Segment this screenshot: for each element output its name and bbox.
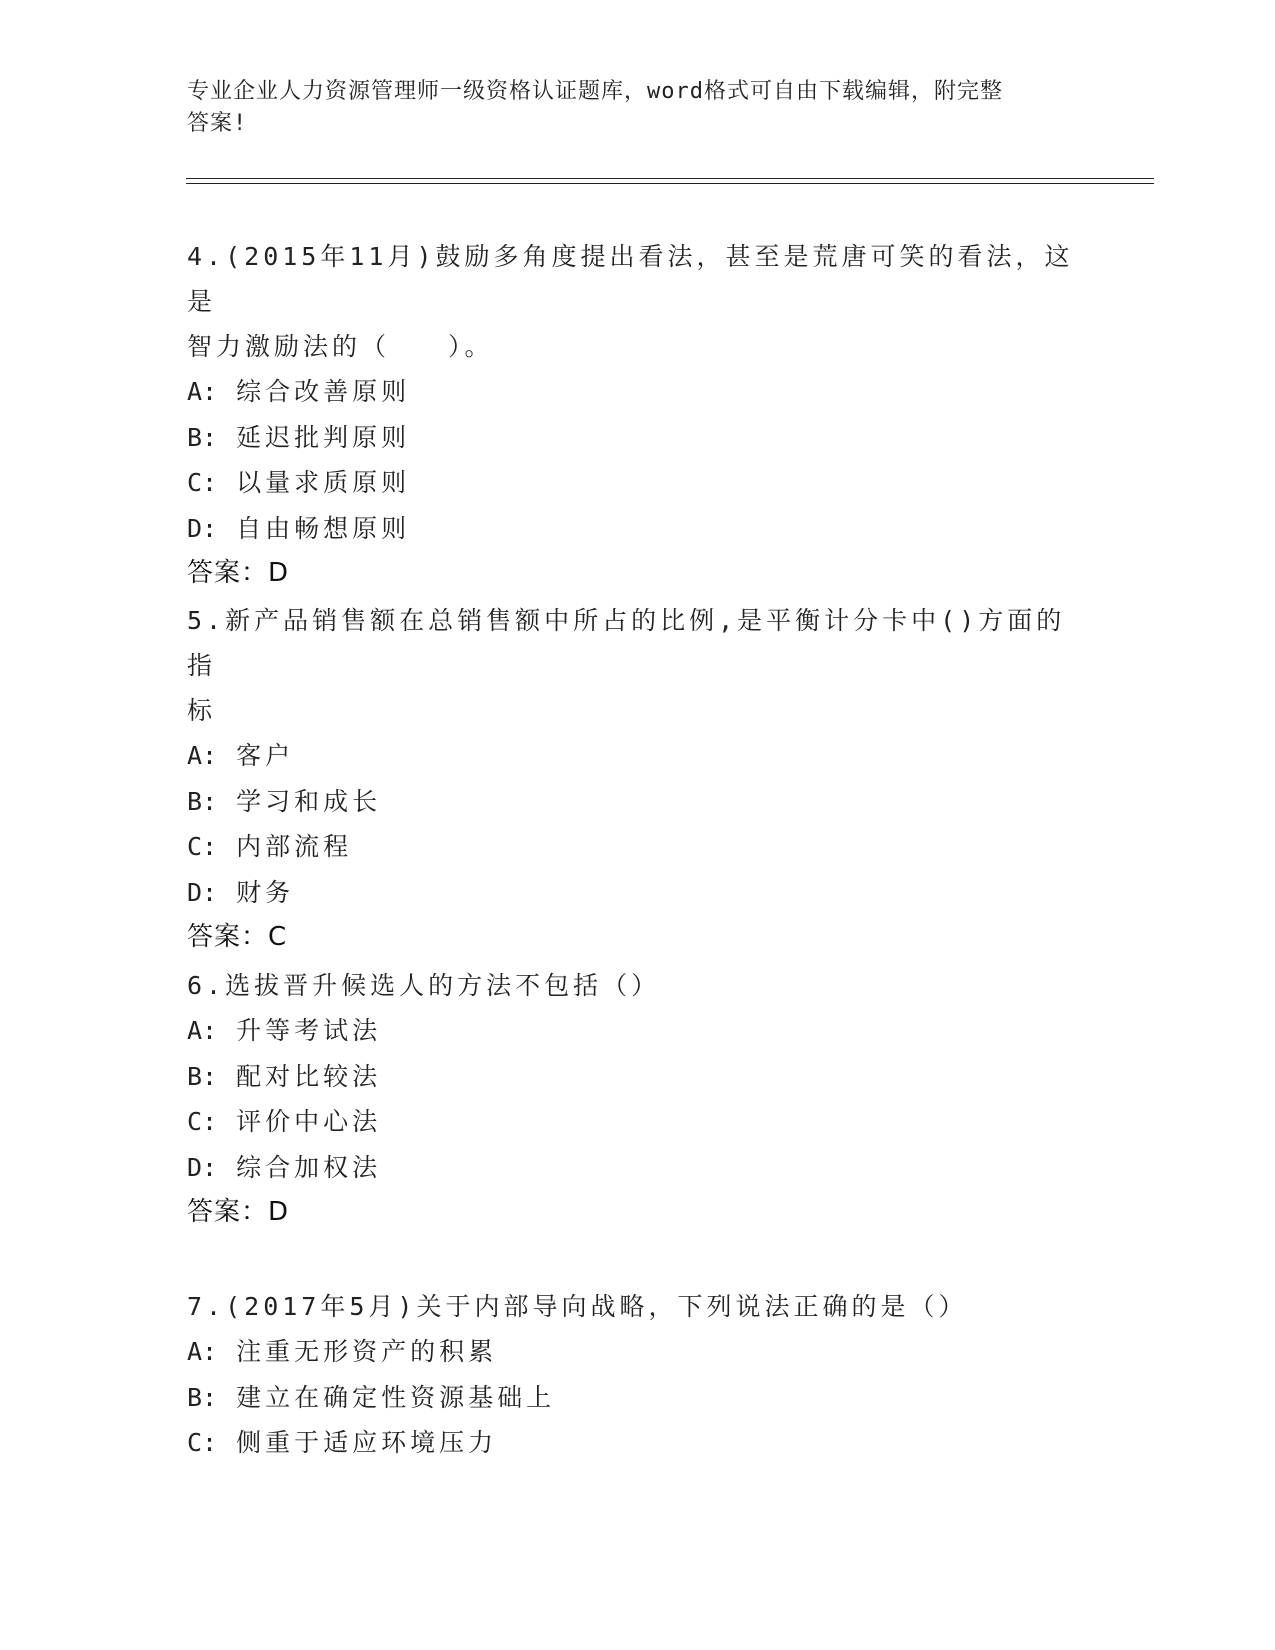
option-text: 评价中心法 <box>236 1107 382 1136</box>
answer-line: 答案：D <box>187 1197 290 1227</box>
option-b <box>187 779 1087 825</box>
option-d <box>187 506 1087 552</box>
option-key: D: <box>187 877 218 907</box>
option-text: 注重无形资产的积累 <box>236 1337 498 1366</box>
option-c <box>187 460 1087 506</box>
question-stem-line: 6.选拔晋升候选人的方法不包括（） <box>187 971 661 1000</box>
question-6 <box>187 963 1087 1235</box>
question-stem-line: 7.(2017年5月)关于内部导向战略，下列说法正确的是（） <box>187 1292 968 1321</box>
option-a <box>187 1329 1087 1375</box>
option-text: 内部流程 <box>236 832 353 861</box>
option-b <box>187 415 1087 461</box>
option-key: B: <box>187 422 218 452</box>
option-key: A: <box>187 377 218 406</box>
option-key: A: <box>187 1337 218 1366</box>
option-key: B: <box>187 1382 218 1412</box>
option-key: A: <box>187 741 218 770</box>
option-text: 延迟批判原则 <box>236 422 411 452</box>
question-5 <box>187 598 1087 960</box>
option-b <box>187 1375 1087 1421</box>
option-b <box>187 1054 1087 1100</box>
option-a <box>187 1008 1087 1054</box>
option-key: B: <box>187 786 218 816</box>
option-text: 学习和成长 <box>236 786 382 816</box>
answer-line: 答案：C <box>187 922 288 952</box>
option-d <box>187 1145 1087 1191</box>
question-stem-line: 标 <box>187 696 217 725</box>
header-divider-top <box>186 178 1154 179</box>
option-key: C: <box>187 832 218 861</box>
option-key: D: <box>187 513 218 543</box>
option-text: 财务 <box>236 877 295 907</box>
option-key: C: <box>187 1428 218 1457</box>
question-stem-line: 5.新产品销售额在总销售额中所占的比例,是平衡计分卡中()方面的指 <box>187 606 1066 680</box>
option-c <box>187 824 1087 870</box>
option-text: 客户 <box>236 741 295 770</box>
option-text: 侧重于适应环境压力 <box>236 1428 498 1457</box>
option-a <box>187 733 1087 779</box>
option-text: 升等考试法 <box>236 1016 382 1045</box>
option-key: D: <box>187 1152 218 1182</box>
option-text: 建立在确定性资源基础上 <box>236 1382 556 1412</box>
option-key: A: <box>187 1016 218 1045</box>
option-text: 综合加权法 <box>236 1152 382 1182</box>
header-divider-bottom <box>186 183 1154 184</box>
question-stem-line: 4.(2015年11月)鼓励多角度提出看法，甚至是荒唐可笑的看法，这是 <box>187 242 1074 316</box>
option-text: 自由畅想原则 <box>236 513 411 543</box>
option-a <box>187 369 1087 415</box>
option-key: B: <box>187 1061 218 1091</box>
option-c <box>187 1099 1087 1145</box>
answer-line: 答案：D <box>187 558 290 588</box>
header-line-2: 答案! <box>187 111 248 136</box>
option-text: 配对比较法 <box>236 1061 382 1091</box>
header-line-1: 专业企业人力资源管理师一级资格认证题库，word格式可自由下载编辑，附完整 <box>187 79 1003 104</box>
question-7 <box>187 1284 1087 1466</box>
option-d <box>187 870 1087 916</box>
option-key: C: <box>187 468 218 497</box>
question-stem-line: 智力激励法的（ ）。 <box>187 332 494 361</box>
option-key: C: <box>187 1107 218 1136</box>
option-text: 综合改善原则 <box>236 377 411 406</box>
question-4 <box>187 234 1087 596</box>
document-header <box>187 76 1067 140</box>
option-text: 以量求质原则 <box>236 468 411 497</box>
option-c <box>187 1420 1087 1466</box>
